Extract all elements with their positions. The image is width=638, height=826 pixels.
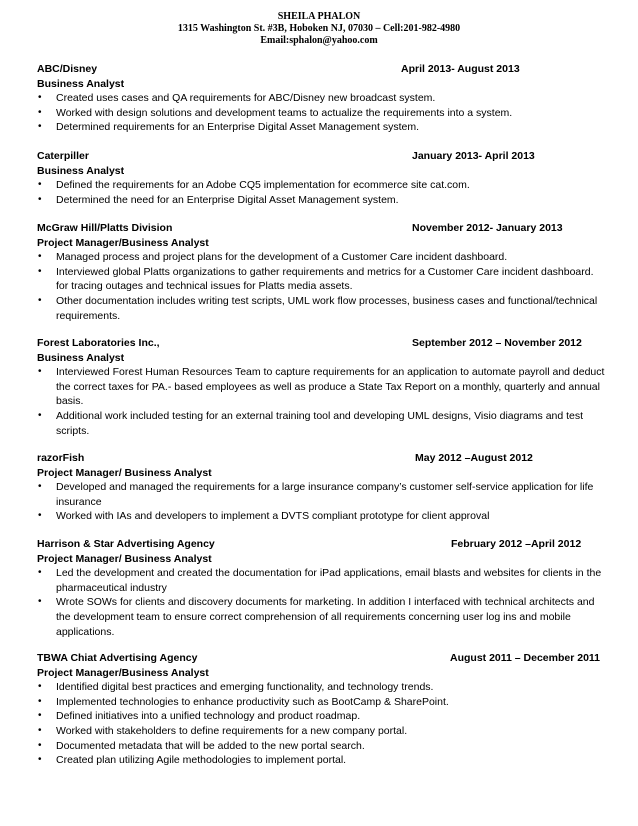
job-bullet: • Other documentation includes writing test scripts, UML work flow processes, business cases and functional/technical requirements. <box>38 294 598 322</box>
job-company: Forest Laboratories Inc., <box>37 337 160 349</box>
job-harrison-star <box>37 537 607 639</box>
job-bullet: • Interviewed Forest Human Resources Team to capture requirements for an application to automate payroll and deduct the correct taxes for PA.- based employees as well as produce a State Tax Report on a monthly, quarterly and annual basis. <box>38 366 605 408</box>
job-bullet-list <box>37 250 607 323</box>
job-bullet: • Developed and managed the requirements for a large insurance company’s customer self-service application for life insurance <box>38 481 594 508</box>
job-bullet: • Created uses cases and QA requirements for ABC/Disney new broadcast system. <box>38 92 436 105</box>
job-bullet: • Led the development and created the documentation for iPad applications, email blasts and websites for clients in the pharmaceutical industry <box>38 567 602 594</box>
bullet-icon: • <box>38 294 42 306</box>
job-title: Project Manager/ Business Analyst <box>37 466 212 479</box>
job-company: Harrison & Star Advertising Agency <box>37 538 215 550</box>
bullet-icon: • <box>38 739 42 751</box>
job-bullet: • Defined initiatives into a unified technology and product roadmap. <box>38 710 361 723</box>
job-bullet: • Worked with design solutions and development teams to actualize the requirements into a system. <box>38 106 513 119</box>
job-abc-disney <box>37 62 607 135</box>
job-bullet-list <box>37 178 607 207</box>
bullet-icon: • <box>38 510 42 522</box>
bullet-icon: • <box>38 754 42 766</box>
job-tbwa-chiat <box>37 651 607 768</box>
job-bullet: • Created plan utilizing Agile methodologies to implement portal. <box>38 754 347 767</box>
job-title: Project Manager/Business Analyst <box>37 236 209 249</box>
job-title: Business Analyst <box>37 77 125 90</box>
candidate-name: SHEILA PHALON <box>277 11 361 22</box>
job-dates: January 2013- April 2013 <box>412 150 535 162</box>
job-bullet: • Managed process and project plans for the development of a Customer Care incident dashboard. <box>38 251 508 264</box>
job-forest-laboratories <box>37 336 607 438</box>
job-company: ABC/Disney <box>37 63 98 75</box>
job-title: Project Manager/Business Analyst <box>37 666 209 679</box>
bullet-icon: • <box>38 567 42 579</box>
job-bullet: • Additional work included testing for an external training tool and developing UML designs, Visio diagrams and test scripts. <box>38 409 584 437</box>
job-dates: November 2012- January 2013 <box>412 222 563 234</box>
job-dates: February 2012 –April 2012 <box>451 538 582 550</box>
bullet-icon: • <box>38 409 42 421</box>
job-bullet-list <box>37 365 607 438</box>
job-razorfish <box>37 451 607 524</box>
bullet-icon: • <box>38 106 42 118</box>
job-bullet: • Determined requirements for an Enterprise Digital Asset Management system. <box>38 121 419 134</box>
bullet-icon: • <box>38 121 42 133</box>
job-mcgraw-hill-platts <box>37 221 607 323</box>
bullet-icon: • <box>38 481 42 493</box>
job-bullet: • Documented metadata that will be added to the new portal search. <box>38 739 365 752</box>
job-title: Business Analyst <box>37 351 125 364</box>
job-bullet: • Worked with IAs and developers to implement a DVTS compliant prototype for client approval <box>38 510 490 523</box>
job-bullet: • Wrote SOWs for clients and discovery documents for marketing. In addition I interfaced with technical architects and the development team to ensure correct comprehension of all requirements concerning user log ins and mobile applications. <box>38 596 595 638</box>
bullet-icon: • <box>38 179 42 191</box>
contact-email: Email:sphalon@yahoo.com <box>260 35 378 46</box>
job-title: Business Analyst <box>37 164 125 177</box>
bullet-icon: • <box>38 366 42 378</box>
job-company: McGraw Hill/Platts Division <box>37 222 173 234</box>
job-caterpiller <box>37 149 607 207</box>
bullet-icon: • <box>38 695 42 707</box>
job-company: TBWA Chiat Advertising Agency <box>37 652 198 664</box>
job-title: Project Manager/ Business Analyst <box>37 552 212 565</box>
bullet-icon: • <box>38 265 42 277</box>
job-dates: September 2012 – November 2012 <box>412 337 582 349</box>
bullet-icon: • <box>38 681 42 693</box>
job-bullet-list <box>37 566 607 639</box>
resume-header <box>0 11 638 47</box>
bullet-icon: • <box>38 596 42 608</box>
bullet-icon: • <box>38 710 42 722</box>
job-dates: August 2011 – December 2011 <box>450 652 601 664</box>
contact-address-phone: 1315 Washington St. #3B, Hoboken NJ, 07030 – Cell:201-982-4980 <box>177 23 461 34</box>
job-bullet-list <box>37 91 607 135</box>
bullet-icon: • <box>38 193 42 205</box>
job-bullet: • Defined the requirements for an Adobe CQ5 implementation for ecommerce site cat.com. <box>38 179 470 192</box>
bullet-icon: • <box>38 92 42 104</box>
bullet-icon: • <box>38 251 42 263</box>
bullet-icon: • <box>38 724 42 736</box>
job-bullet: • Determined the need for an Enterprise Digital Asset Management system. <box>38 193 399 206</box>
job-dates: April 2013- August 2013 <box>401 63 520 75</box>
job-company: Caterpiller <box>37 150 89 162</box>
job-bullet-list <box>37 680 607 768</box>
job-bullet: • Implemented technologies to enhance productivity such as BootCamp & SharePoint. <box>38 695 449 708</box>
job-bullet: • Interviewed global Platts organizations to gather requirements and metrics for a Customer Care incident dashboard. for tracing outages and technical issues for Platts media assets. <box>38 265 594 293</box>
job-bullet: • Worked with stakeholders to define requirements for a new company portal. <box>38 724 408 737</box>
job-bullet-list <box>37 480 607 524</box>
job-bullet: • Identified digital best practices and emerging functionality, and technology trends. <box>38 681 434 694</box>
job-company: razorFish <box>37 452 85 464</box>
job-dates: May 2012 –August 2012 <box>415 452 533 464</box>
